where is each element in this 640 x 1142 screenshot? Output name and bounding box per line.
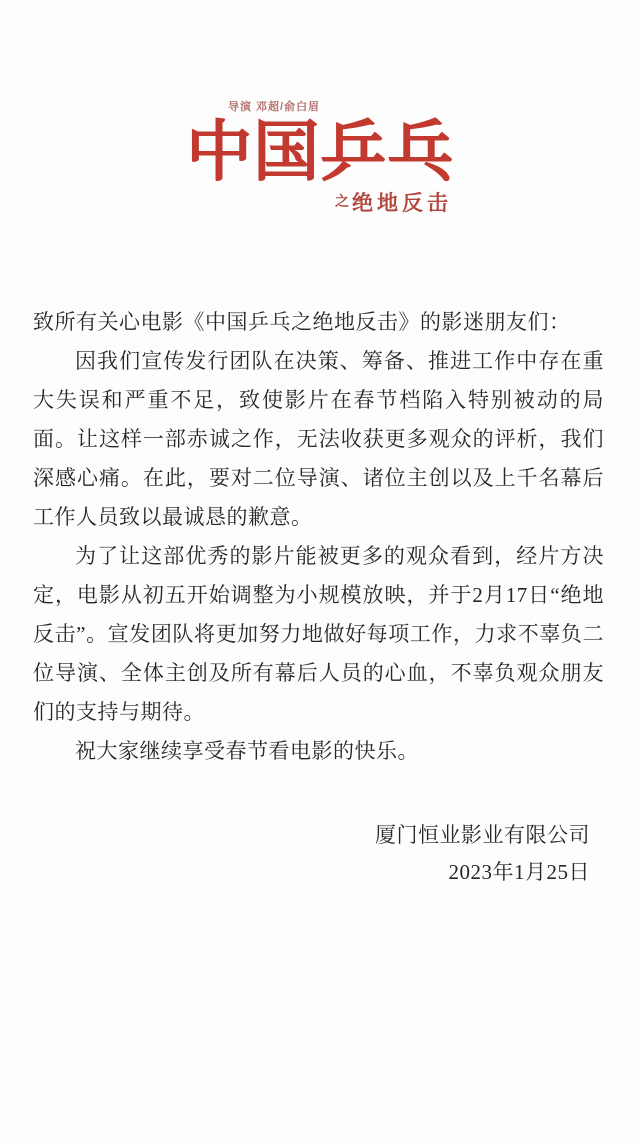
paragraph-apology: 因我们宣传发行团队在决策、筹备、推进工作中存在重大失误和严重不足，致使影片在春节档陷入特别被动的局面。让这样一部赤诚之作，无法收获更多观众的评析，我们深感心痛。在此，要对二位导演、诸位主创以及上千名幕后工作人员致以最诚恳的歉意。	[33, 348, 604, 529]
logo-subtitle	[186, 187, 452, 217]
movie-logo	[0, 98, 640, 217]
director-credit: 导演 邓超/俞白眉	[228, 101, 321, 113]
letter-date: 2023年1月25日	[448, 859, 590, 884]
signature-block	[33, 817, 604, 891]
paragraph-closing-wish: 祝大家继续享受春节看电影的快乐。	[75, 738, 419, 763]
salutation: 致所有关心电影《中国乒乓之绝地反击》的影迷朋友们：	[33, 309, 571, 334]
letter-body	[0, 303, 640, 891]
logo-subtitle-text: 绝地反击	[352, 191, 452, 215]
paragraph-release-plan: 为了让这部优秀的影片能被更多的观众看到，经片方决定，电影从初五开始调整为小规模放映，并于2月17日“绝地反击”。宣发团队将更加努力地做好每项工作，力求不辜负二位导演、全体主创及所有幕后人员的心血，不辜负观众朋友们的支持与期待。	[33, 543, 604, 724]
company-signature: 厦门恒业影业有限公司	[375, 822, 590, 847]
logo-subtitle-prefix: 之	[335, 192, 349, 209]
logo-title: 中国乒乓	[186, 114, 454, 188]
movie-logo-inner	[186, 98, 454, 217]
